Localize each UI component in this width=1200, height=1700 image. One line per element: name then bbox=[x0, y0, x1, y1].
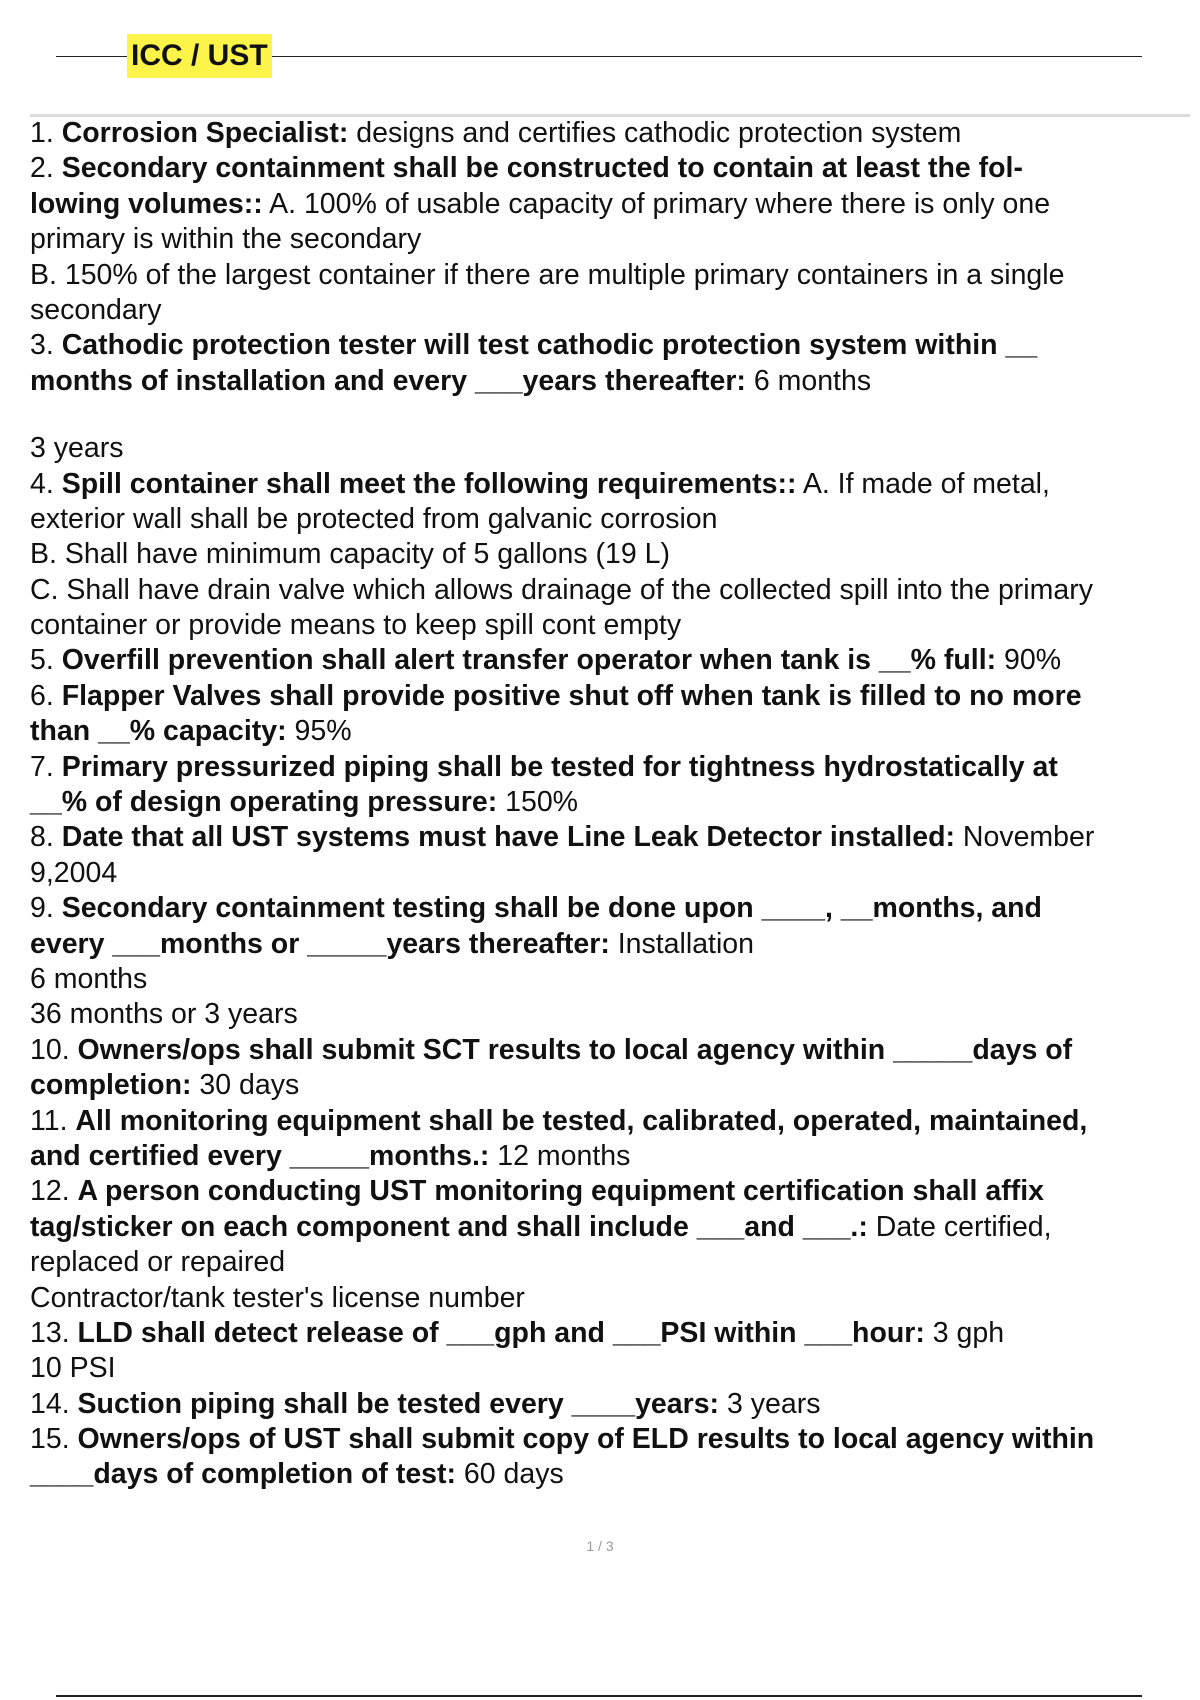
answer-line: C. Shall have drain valve which allows drainage of the collected spill into the primary bbox=[30, 573, 1093, 606]
list-item-continued: ____days of completion of test: 60 days bbox=[30, 1458, 564, 1491]
list-item-continued: completion: 30 days bbox=[30, 1069, 300, 1102]
answer-line: primary is within the secondary bbox=[30, 223, 422, 256]
list-item: 15. Owners/ops of UST shall submit copy of ELD results to local agency within bbox=[30, 1423, 1095, 1456]
list-item: 13. LLD shall detect release of ___gph and ___PSI within ___hour: 3 gph bbox=[30, 1316, 1005, 1349]
list-item-continued: tag/sticker on each component and shall include ___and ___.: Date certified, bbox=[30, 1210, 1052, 1243]
list-item: 11. All monitoring equipment shall be tested, calibrated, operated, maintained, bbox=[30, 1104, 1088, 1137]
blank-line bbox=[30, 399, 1195, 431]
answer-line: Contractor/tank tester's license number bbox=[30, 1281, 525, 1314]
answer-line: exterior wall shall be protected from galvanic corrosion bbox=[30, 502, 718, 535]
answer-line: 10 PSI bbox=[30, 1352, 116, 1385]
page-number: 1 / 3 bbox=[586, 1538, 614, 1554]
list-item: 1. Corrosion Specialist: designs and certifies cathodic protection system bbox=[30, 117, 962, 149]
list-item: 14. Suction piping shall be tested every ____years: 3 years bbox=[30, 1387, 821, 1420]
list-item: 2. Secondary containment shall be constructed to contain at least the fol- bbox=[30, 152, 1023, 185]
answer-line: 36 months or 3 years bbox=[30, 998, 298, 1031]
list-item: 10. Owners/ops shall submit SCT results to local agency within _____days of bbox=[30, 1033, 1073, 1066]
list-item: 6. Flapper Valves shall provide positive shut off when tank is filled to no more bbox=[30, 679, 1082, 712]
list-item: 8. Date that all UST systems must have Line Leak Detector installed: November bbox=[30, 821, 1095, 854]
list-item: 4. Spill container shall meet the following requirements:: A. If made of metal, bbox=[30, 467, 1050, 500]
document-header bbox=[56, 28, 1142, 84]
answer-line: 9,2004 bbox=[30, 856, 118, 889]
list-item-continued: __% of design operating pressure: 150% bbox=[30, 786, 579, 819]
list-item-continued: months of installation and every ___years thereafter: 6 months bbox=[30, 364, 872, 397]
answer-line: container or provide means to keep spill cont empty bbox=[30, 609, 682, 642]
qa-list bbox=[30, 116, 1195, 1493]
answer-line: replaced or repaired bbox=[30, 1246, 286, 1279]
answer-line: 6 months bbox=[30, 962, 148, 995]
list-item-continued: lowing volumes:: A. 100% of usable capacity of primary where there is only one bbox=[30, 187, 1051, 220]
answer-line: B. 150% of the largest container if there are multiple primary containers in a single bbox=[30, 258, 1065, 291]
list-item-continued: every ___months or _____years thereafter: Installation bbox=[30, 927, 754, 960]
list-item-continued: than __% capacity: 95% bbox=[30, 715, 352, 748]
list-item: 12. A person conducting UST monitoring equipment certification shall affix bbox=[30, 1175, 1044, 1208]
list-item: 3. Cathodic protection tester will test cathodic protection system within __ bbox=[30, 329, 1038, 362]
list-item: 5. Overfill prevention shall alert transfer operator when tank is __% full: 90% bbox=[30, 644, 1062, 677]
answer-line: B. Shall have minimum capacity of 5 gallons (19 L) bbox=[30, 538, 670, 571]
answer-line: 3 years bbox=[30, 432, 124, 465]
footer-rule bbox=[56, 1695, 1142, 1697]
list-item: 9. Secondary containment testing shall be done upon ____, __months, and bbox=[30, 892, 1042, 925]
list-item: 7. Primary pressurized piping shall be tested for tightness hydrostatically at bbox=[30, 750, 1058, 783]
list-item-continued: and certified every _____months.: 12 months bbox=[30, 1139, 631, 1172]
document-title: ICC / UST bbox=[127, 34, 272, 78]
answer-line: secondary bbox=[30, 293, 162, 326]
